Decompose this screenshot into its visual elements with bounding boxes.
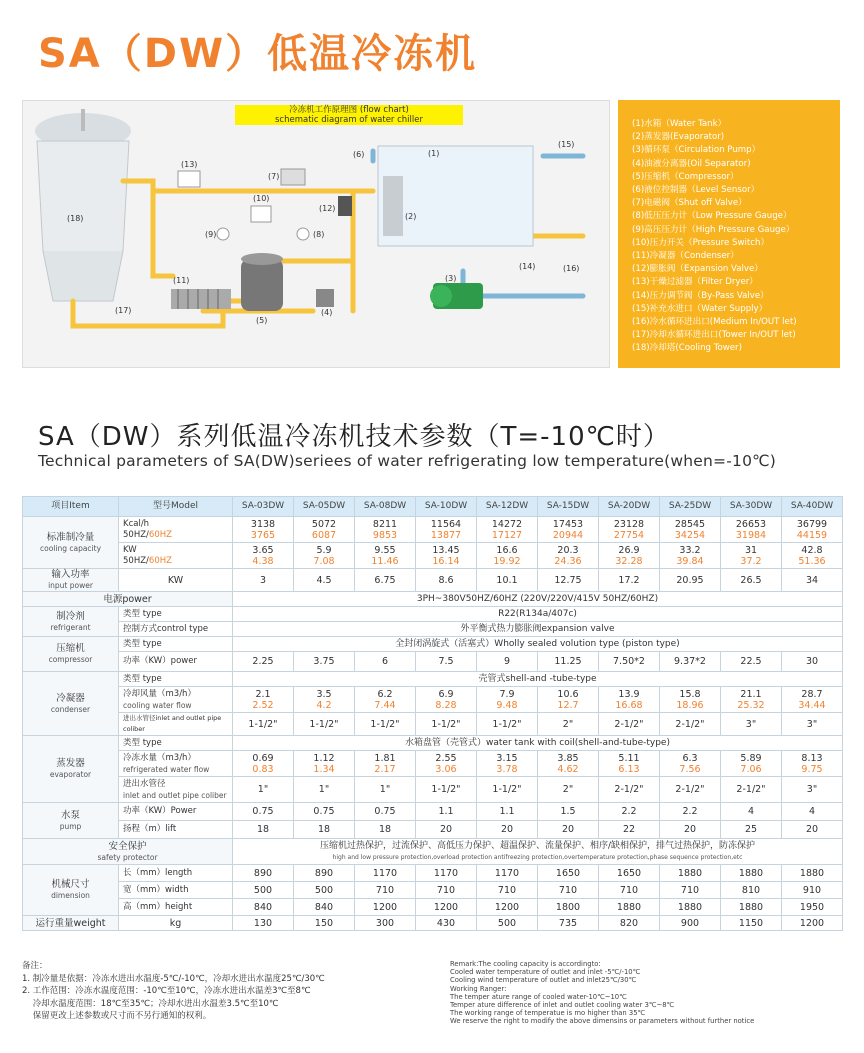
table-row: 进出水管径 inlet and outlet pipe coliber 1" 1" 1" 1-1/2" 1-1/2" 2" 2-1/2" 2-1/2" 2-1/2" 3" xyxy=(23,777,843,803)
model-header: 型号Model xyxy=(119,497,233,517)
expansion-valve-icon xyxy=(338,196,352,216)
table-row: 制冷剂 refrigerant 类型 type R22(R134a/407c) xyxy=(23,607,843,622)
notes: 备注： 1. 制冷量是依据：冷冻水进出水温度-5℃/-10℃，冷却水进出水温度25℃/30℃ 2. 工作范围：冷冻水温度范围：-10℃至10℃，冷冻水进出水温差3℃至8℃ 冷却水温度范围：18℃至35℃；冷却水进出水温差3.5℃至10℃ 保留更改上述参数或尺寸而不另行通知的权利。 xyxy=(22,961,325,1021)
diagram-caption-cn: 冷冻机工作原理图 (flow chart) xyxy=(289,105,409,115)
diagram-num: (8) xyxy=(313,230,325,239)
table-row: 高（mm）height 840 840 1200 1200 1200 1800 1880 1880 1880 1950 xyxy=(23,899,843,916)
spec-table xyxy=(22,496,843,931)
table-row: 机械尺寸 dimension 长（mm）length 890 890 1170 1170 1170 1650 1650 1880 1880 1880 xyxy=(23,865,843,882)
diagram-num: (14) xyxy=(519,262,536,271)
diagram-num: (5) xyxy=(256,316,268,325)
table-row: 压缩机 compressor 类型 type 全封闭涡旋式（活塞式）Wholly sealed volution type (piston type) xyxy=(23,637,843,652)
item-header: 项目Item xyxy=(23,497,119,517)
table-row: 冷却风量（m3/h） cooling water flow 2.1 2.52 3.5 4.2 6.2 7.44 6.9 8.28 7.9 9.48 10.6 12.7 13.9 16.68 15.8 18.96 21.1 25.32 28.7 34.44 xyxy=(23,687,843,713)
kw-unit: KW xyxy=(123,544,137,555)
legend-item: (12)膨胀阀（Expansion Valve） xyxy=(632,264,763,275)
table-row: 控制方式control type 外平衡式热力膨胀阀expansion valve xyxy=(23,622,843,637)
legend-item: (10)压力开关（Pressure Switch） xyxy=(632,237,770,248)
hz50: 50HZ/ xyxy=(123,529,149,540)
condenser-icon xyxy=(171,289,231,309)
legend-item: (16)冷水循环进出口(Medium In/OUT let) xyxy=(632,317,797,328)
remark: Remark:The cooling capacity is accordingto: Cooled water temperature of outlet and inlet -5℃/-10℃ Cooling wind temperature of outlet and inlet25℃/30℃ Working Ranger: The temper ature range of cooled water-10℃~10℃ Temper ature difference of inlet and outlet cooling water 3℃~8℃ The working range of temperatue is mo higher than 35℃ We reserve the right to modify the above dimensins or parameters without further notice xyxy=(450,960,755,1026)
page-title: SA（DW）低温冷冻机 xyxy=(38,31,478,77)
diagram-num: (6) xyxy=(353,150,365,159)
model-col: SA-25DW xyxy=(660,497,721,517)
water-tank-icon xyxy=(378,146,533,246)
table-row: 水泵 pump 功率（KW）Power 0.75 0.75 0.75 1.1 1.1 1.5 2.2 2.2 4 4 xyxy=(23,803,843,821)
model-col: SA-08DW xyxy=(355,497,416,517)
model-col: SA-15DW xyxy=(538,497,599,517)
shut-off-valve-icon xyxy=(281,169,305,185)
table-header-row xyxy=(23,497,843,517)
cap-label: 标准制冷量 xyxy=(46,531,95,543)
diagram-legend xyxy=(618,100,840,368)
legend-item: (4)油液分离器(Oil Separator) xyxy=(632,158,751,169)
table-row: 蒸发器 evaporator 类型 type 水箱盘管（壳管式）water tank with coil(shell-and-tube-type) xyxy=(23,736,843,751)
legend-item: (18)冷却塔(Cooling Tower) xyxy=(632,343,742,354)
oil-separator-icon xyxy=(316,289,334,307)
diagram-num: (17) xyxy=(115,306,132,315)
table-row: 宽（mm）width 500 500 710 710 710 710 710 710 810 910 xyxy=(23,882,843,899)
diagram-num: (11) xyxy=(173,276,190,285)
table-row: 冷冻水量（m3/h） refrigerated water flow 0.69 0.83 1.12 1.34 1.81 2.17 2.55 3.06 3.15 3.78 3.85 4.62 5.11 6.13 6.3 7.56 5.89 7.06 8.13 9.75 xyxy=(23,751,843,777)
diagram-num: (1) xyxy=(428,149,440,158)
flow-chart-diagram xyxy=(22,100,610,368)
table-row: 标准制冷量 cooling capacity Kcal/h 50HZ/60HZ 3138 3765 5072 6087 8211 9853 11564 13877 14272 17127 17453 20944 23128 27754 28545 34254 26653 31984 36799 44159 xyxy=(23,517,843,543)
hz60: 60HZ xyxy=(148,529,172,540)
model-col: SA-30DW xyxy=(721,497,782,517)
table-row: 安全保护 safety protector 压缩机过热保护，过流保护、高低压力保护、超温保护、流量保护、相序/缺相保护，排气过热保护，防冻保护 high and low pressure protection,overload protection antifreezing protection,overtemperature protection,phase sequence protection,etc xyxy=(23,839,843,865)
legend-item: (5)压缩机（Compressor） xyxy=(632,171,739,182)
table-row: 电源power 3PH~380V50HZ/60HZ (220V/220V/415V 50HZ/60HZ) xyxy=(23,592,843,607)
legend-item: (14)压力调节阀（By-Pass Valve） xyxy=(632,290,769,301)
table-row: 功率（KW）power 2.25 3.75 6 7.5 9 11.25 7.50*2 9.37*2 22.5 30 xyxy=(23,652,843,672)
diagram-num: (13) xyxy=(181,160,198,169)
model-col: SA-40DW xyxy=(782,497,843,517)
flow-chart-svg xyxy=(23,101,609,367)
legend-item: (7)电磁阀（Shut off Valve） xyxy=(632,198,747,209)
table-row: 进出水管径inlet and outlet pipe coliber 1-1/2" 1-1/2" 1-1/2" 1-1/2" 1-1/2" 2" 2-1/2" 2-1/2" 3" 3" xyxy=(23,713,843,736)
legend-item: (11)冷凝器（Condenser） xyxy=(632,251,739,262)
table-row: 运行重量weight kg 130 150 300 430 500 735 820 900 1150 1200 xyxy=(23,916,843,931)
legend-item: (3)循环泵（Circulation Pump） xyxy=(632,145,761,156)
diagram-caption-en: schematic diagram of water chiller xyxy=(274,114,423,125)
diagram-num: (10) xyxy=(253,194,270,203)
diagram-num: (7) xyxy=(268,172,280,181)
diagram-num: (4) xyxy=(321,308,333,317)
model-col: SA-12DW xyxy=(477,497,538,517)
model-col: SA-03DW xyxy=(233,497,294,517)
diagram-num: (18) xyxy=(67,214,84,223)
table-row: 输入功率 input power KW 3 4.5 6.75 8.6 10.1 12.75 17.2 20.95 26.5 34 xyxy=(23,569,843,592)
legend-item: (9)高压压力计（High Pressure Gauge） xyxy=(632,224,795,235)
table-row: 冷凝器 condenser 类型 type 壳管式shell-and -tube-type xyxy=(23,672,843,687)
low-pressure-gauge-icon xyxy=(297,228,309,240)
diagram-num: (2) xyxy=(405,212,417,221)
table-row: KW 50HZ/60HZ 3.65 4.38 5.9 7.08 9.55 11.46 13.45 16.14 16.6 19.92 20.3 24.36 26.9 32.28 33.2 39.84 31 37.2 42.8 51.36 xyxy=(23,543,843,569)
model-col: SA-20DW xyxy=(599,497,660,517)
legend-item: (15)补充水进口（Water Supply） xyxy=(632,303,768,314)
filter-dryer-icon xyxy=(178,171,200,187)
diagram-num: (3) xyxy=(445,274,457,283)
pressure-switch-icon xyxy=(251,206,271,222)
table-row: 扬程（m）lift 18 18 18 20 20 20 22 20 25 20 xyxy=(23,821,843,839)
legend-item: (8)低压压力计（Low Pressure Gauge） xyxy=(632,211,792,222)
kcal-unit: Kcal/h xyxy=(123,518,150,529)
high-pressure-gauge-icon xyxy=(217,228,229,240)
legend-item: (17)冷却水循环进出口(Tower In/OUT let) xyxy=(632,330,796,341)
section-heading-cn: SA（DW）系列低温冷冻机技术参数（T=-10℃时） xyxy=(38,422,670,452)
legend-item: (6)液位控制器（Level Sensor） xyxy=(632,185,760,196)
cap-label-en: cooling capacity xyxy=(39,543,102,553)
section-heading-en: Technical parameters of SA(DW)seriees of water refrigerating low temperature(when=-10℃) xyxy=(38,452,777,470)
diagram-num: (9) xyxy=(205,230,217,239)
legend-item: (2)蒸发器(Evaporator) xyxy=(632,132,725,143)
circulation-pump-icon xyxy=(430,283,483,309)
legend-item: (13)干燥过滤器（Filter Dryer） xyxy=(632,277,758,288)
compressor-icon xyxy=(241,253,283,311)
model-col: SA-10DW xyxy=(416,497,477,517)
legend-item: (1)水箱（Water Tank） xyxy=(632,119,727,129)
diagram-num: (15) xyxy=(558,140,575,149)
diagram-num: (16) xyxy=(563,264,580,273)
cooling-tower-icon xyxy=(35,109,131,301)
diagram-num: (12) xyxy=(319,204,336,213)
model-col: SA-05DW xyxy=(294,497,355,517)
